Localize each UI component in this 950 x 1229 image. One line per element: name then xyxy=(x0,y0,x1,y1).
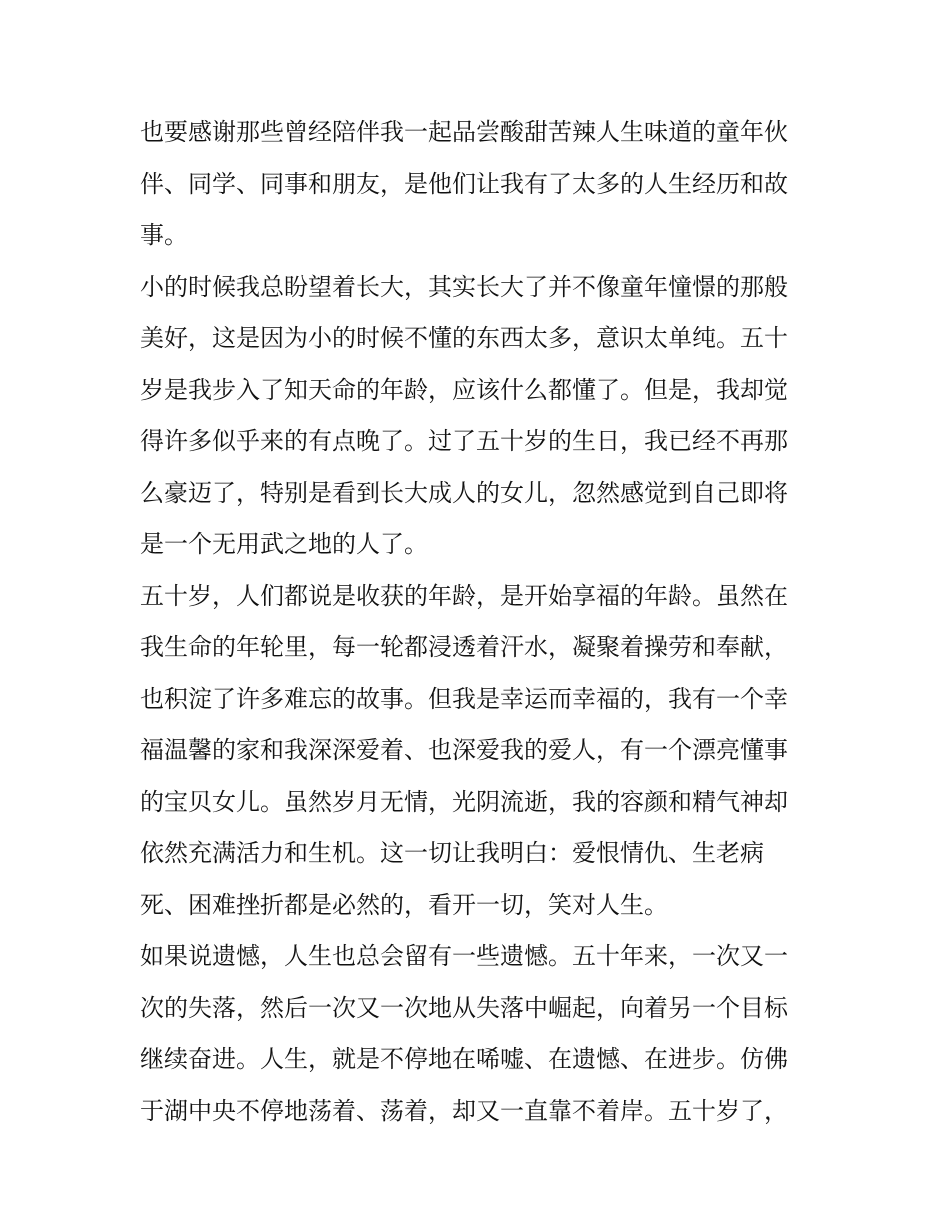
text-line: 次的失落，然后一次又一次地从失落中崛起，向着另一个目标 xyxy=(140,993,788,1022)
text-line: 福温馨的家和我深深爱着、也深爱我的爱人，有一个漂亮懂事 xyxy=(140,736,788,764)
text-line: 五十岁，人们都说是收获的年龄，是开始享福的年龄。虽然在 xyxy=(140,581,788,610)
text-line: 得许多似乎来的有点晚了。过了五十岁的生日，我已经不再那 xyxy=(140,427,788,455)
text-line: 么豪迈了，特别是看到长大成人的女儿，忽然感觉到自己即将 xyxy=(140,478,788,507)
text-line: 美好，这是因为小的时候不懂的东西太多，意识太单纯。五十 xyxy=(140,324,788,352)
text-line: 岁是我步入了知天命的年龄，应该什么都懂了。但是，我却觉 xyxy=(140,375,788,404)
text-line: 小的时候我总盼望着长大，其实长大了并不像童年憧憬的那般 xyxy=(140,272,788,301)
text-line: 事。 xyxy=(140,221,188,249)
text-line: 于湖中央不停地荡着、荡着，却又一直靠不着岸。五十岁了， xyxy=(140,1096,788,1125)
body-text xyxy=(140,107,820,1137)
text-line: 如果说遗憾，人生也总会留有一些遗憾。五十年来，一次又一 xyxy=(140,942,788,970)
text-line: 依然充满活力和生机。这一切让我明白：爱恨情仇、生老病 xyxy=(140,839,764,867)
text-line: 也要感谢那些曾经陪伴我一起品尝酸甜苦辣人生味道的童年伙 xyxy=(140,118,788,146)
text-line: 继续奋进。人生，就是不停地在唏嘘、在遗憾、在进步。仿佛 xyxy=(140,1045,788,1073)
text-line: 伴、同学、同事和朋友，是他们让我有了太多的人生经历和故 xyxy=(140,169,788,198)
text-line: 也积淀了许多难忘的故事。但我是幸运而幸福的，我有一个幸 xyxy=(140,684,788,713)
text-line: 的宝贝女儿。虽然岁月无情，光阴流逝，我的容颜和精气神却 xyxy=(140,787,788,816)
text-line: 是一个无用武之地的人了。 xyxy=(140,530,428,558)
text-line: 我生命的年轮里，每一轮都浸透着汗水，凝聚着操劳和奉献， xyxy=(140,633,788,661)
text-line: 死、困难挫折都是必然的，看开一切，笑对人生。 xyxy=(140,890,668,919)
